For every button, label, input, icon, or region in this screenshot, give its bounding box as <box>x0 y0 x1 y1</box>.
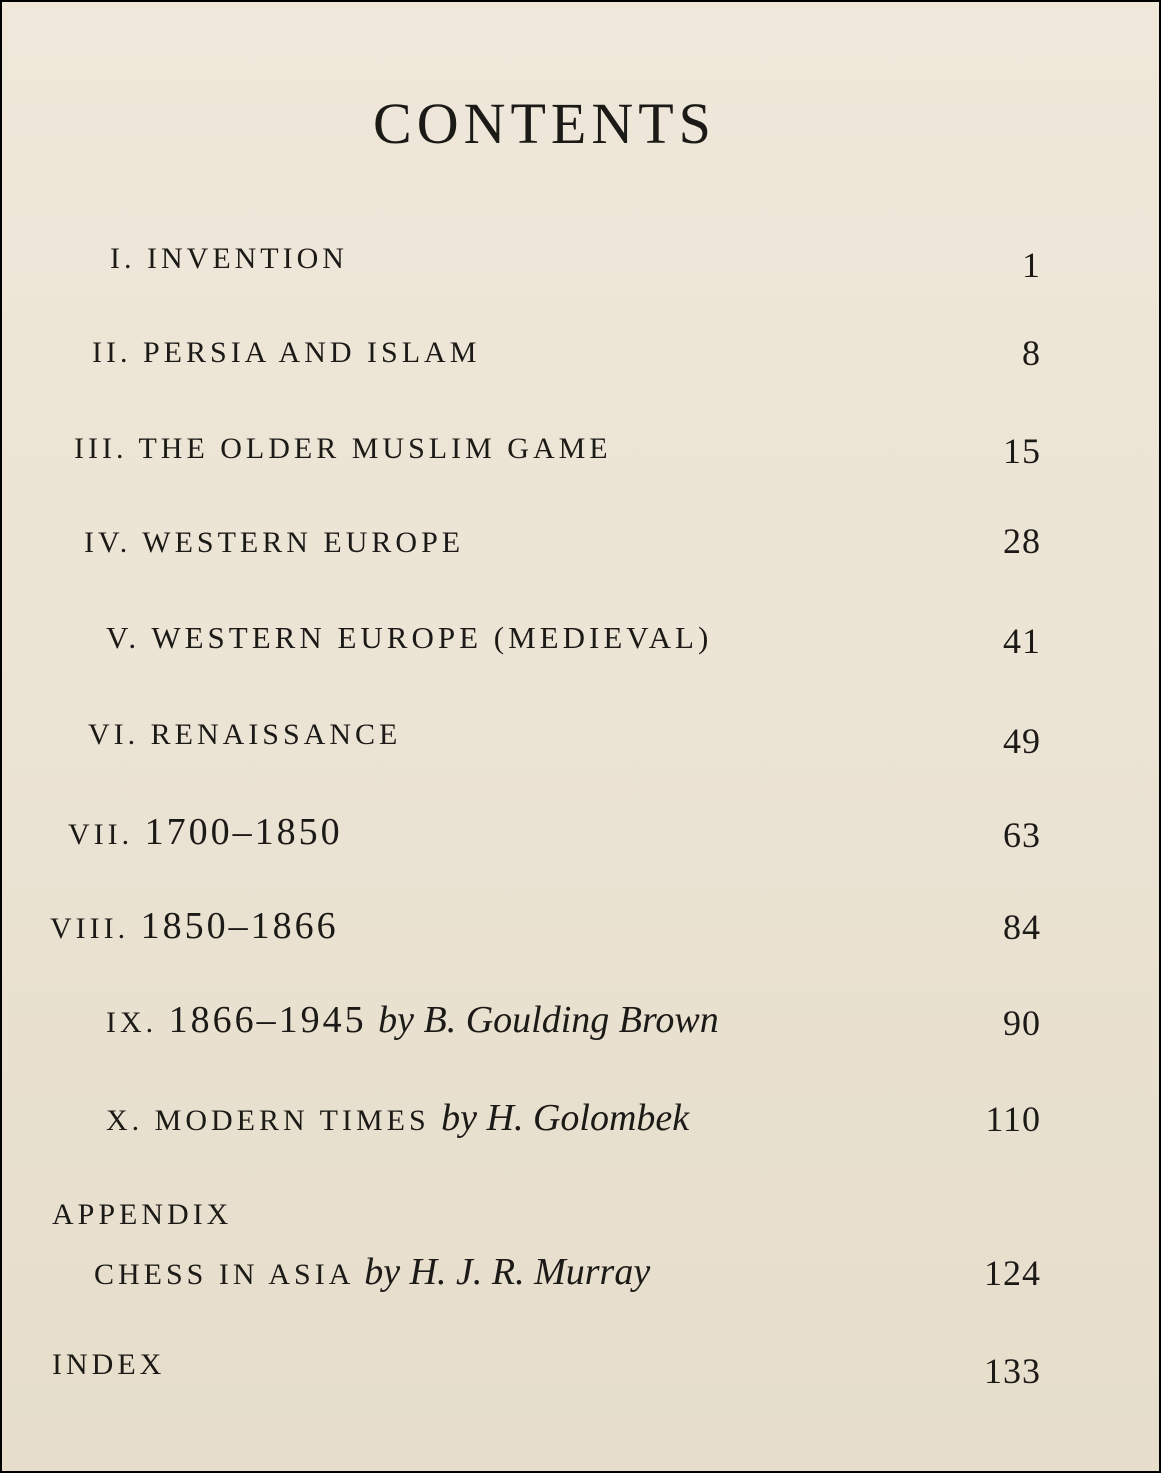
toc-entry-1[interactable] <box>2 242 1159 302</box>
toc-entry-appendix[interactable] <box>2 1250 1159 1310</box>
toc-entry-9[interactable] <box>2 998 1159 1058</box>
index-label: INDEX <box>52 1348 166 1381</box>
page-number: 8 <box>1022 333 1041 373</box>
page-number: 63 <box>1003 815 1041 855</box>
page-number: 41 <box>1003 621 1041 661</box>
chapter-title: 1700–1850 <box>144 811 343 853</box>
appendix-author: by H. J. R. Murray <box>364 1251 651 1293</box>
chapter-title: WESTERN EUROPE (MEDIEVAL) <box>151 620 713 655</box>
chapter-numeral: VIII. <box>50 912 130 945</box>
page-number: 133 <box>984 1351 1041 1391</box>
toc-entry-4[interactable] <box>2 521 1159 586</box>
chapter-title: THE OLDER MUSLIM GAME <box>138 432 612 465</box>
chapter-numeral: III. <box>74 432 128 465</box>
chapter-title: INVENTION <box>147 242 348 275</box>
page-number: 84 <box>1003 907 1041 947</box>
page-number: 28 <box>1003 521 1041 561</box>
page-number: 49 <box>1003 721 1041 761</box>
chapter-numeral: II. <box>92 336 132 369</box>
page-number: 110 <box>985 1099 1041 1139</box>
toc-entry-8[interactable] <box>2 904 1159 964</box>
chapter-numeral: I. <box>110 242 136 275</box>
page-title: CONTENTS <box>373 91 716 156</box>
page-number: 124 <box>984 1253 1041 1293</box>
page-number: 1 <box>1022 245 1041 285</box>
chapter-numeral: VI. <box>88 718 140 751</box>
toc-entry-5[interactable] <box>2 620 1159 680</box>
chapter-title: MODERN TIMES <box>154 1104 430 1137</box>
chapter-author: by B. Goulding Brown <box>378 999 719 1041</box>
chapter-title: PERSIA AND ISLAM <box>142 336 481 369</box>
chapter-title: 1866–1945 <box>168 999 367 1041</box>
toc-entry-7[interactable] <box>2 810 1159 870</box>
appendix-heading: APPENDIX <box>52 1198 233 1231</box>
chapter-author: by H. Golombek <box>441 1097 690 1139</box>
toc-entry-10[interactable] <box>2 1096 1159 1156</box>
toc-entry-6[interactable] <box>2 718 1159 778</box>
appendix-title: CHESS IN ASIA <box>94 1258 353 1291</box>
page-number: 90 <box>1003 1003 1041 1043</box>
toc-entry-index[interactable] <box>2 1348 1159 1408</box>
chapter-title: WESTERN EUROPE <box>142 526 465 559</box>
chapter-numeral: VII. <box>68 818 134 851</box>
chapter-numeral: V. <box>106 620 141 655</box>
page-number: 15 <box>1003 431 1041 471</box>
chapter-title: 1850–1866 <box>140 905 339 947</box>
chapter-numeral: IV. <box>84 526 132 559</box>
chapter-numeral: X. <box>106 1104 144 1137</box>
toc-entry-2[interactable] <box>2 333 1159 396</box>
chapter-numeral: IX. <box>106 1006 158 1039</box>
chapter-title: RENAISSANCE <box>150 718 402 751</box>
toc-entry-3[interactable] <box>2 432 1159 492</box>
